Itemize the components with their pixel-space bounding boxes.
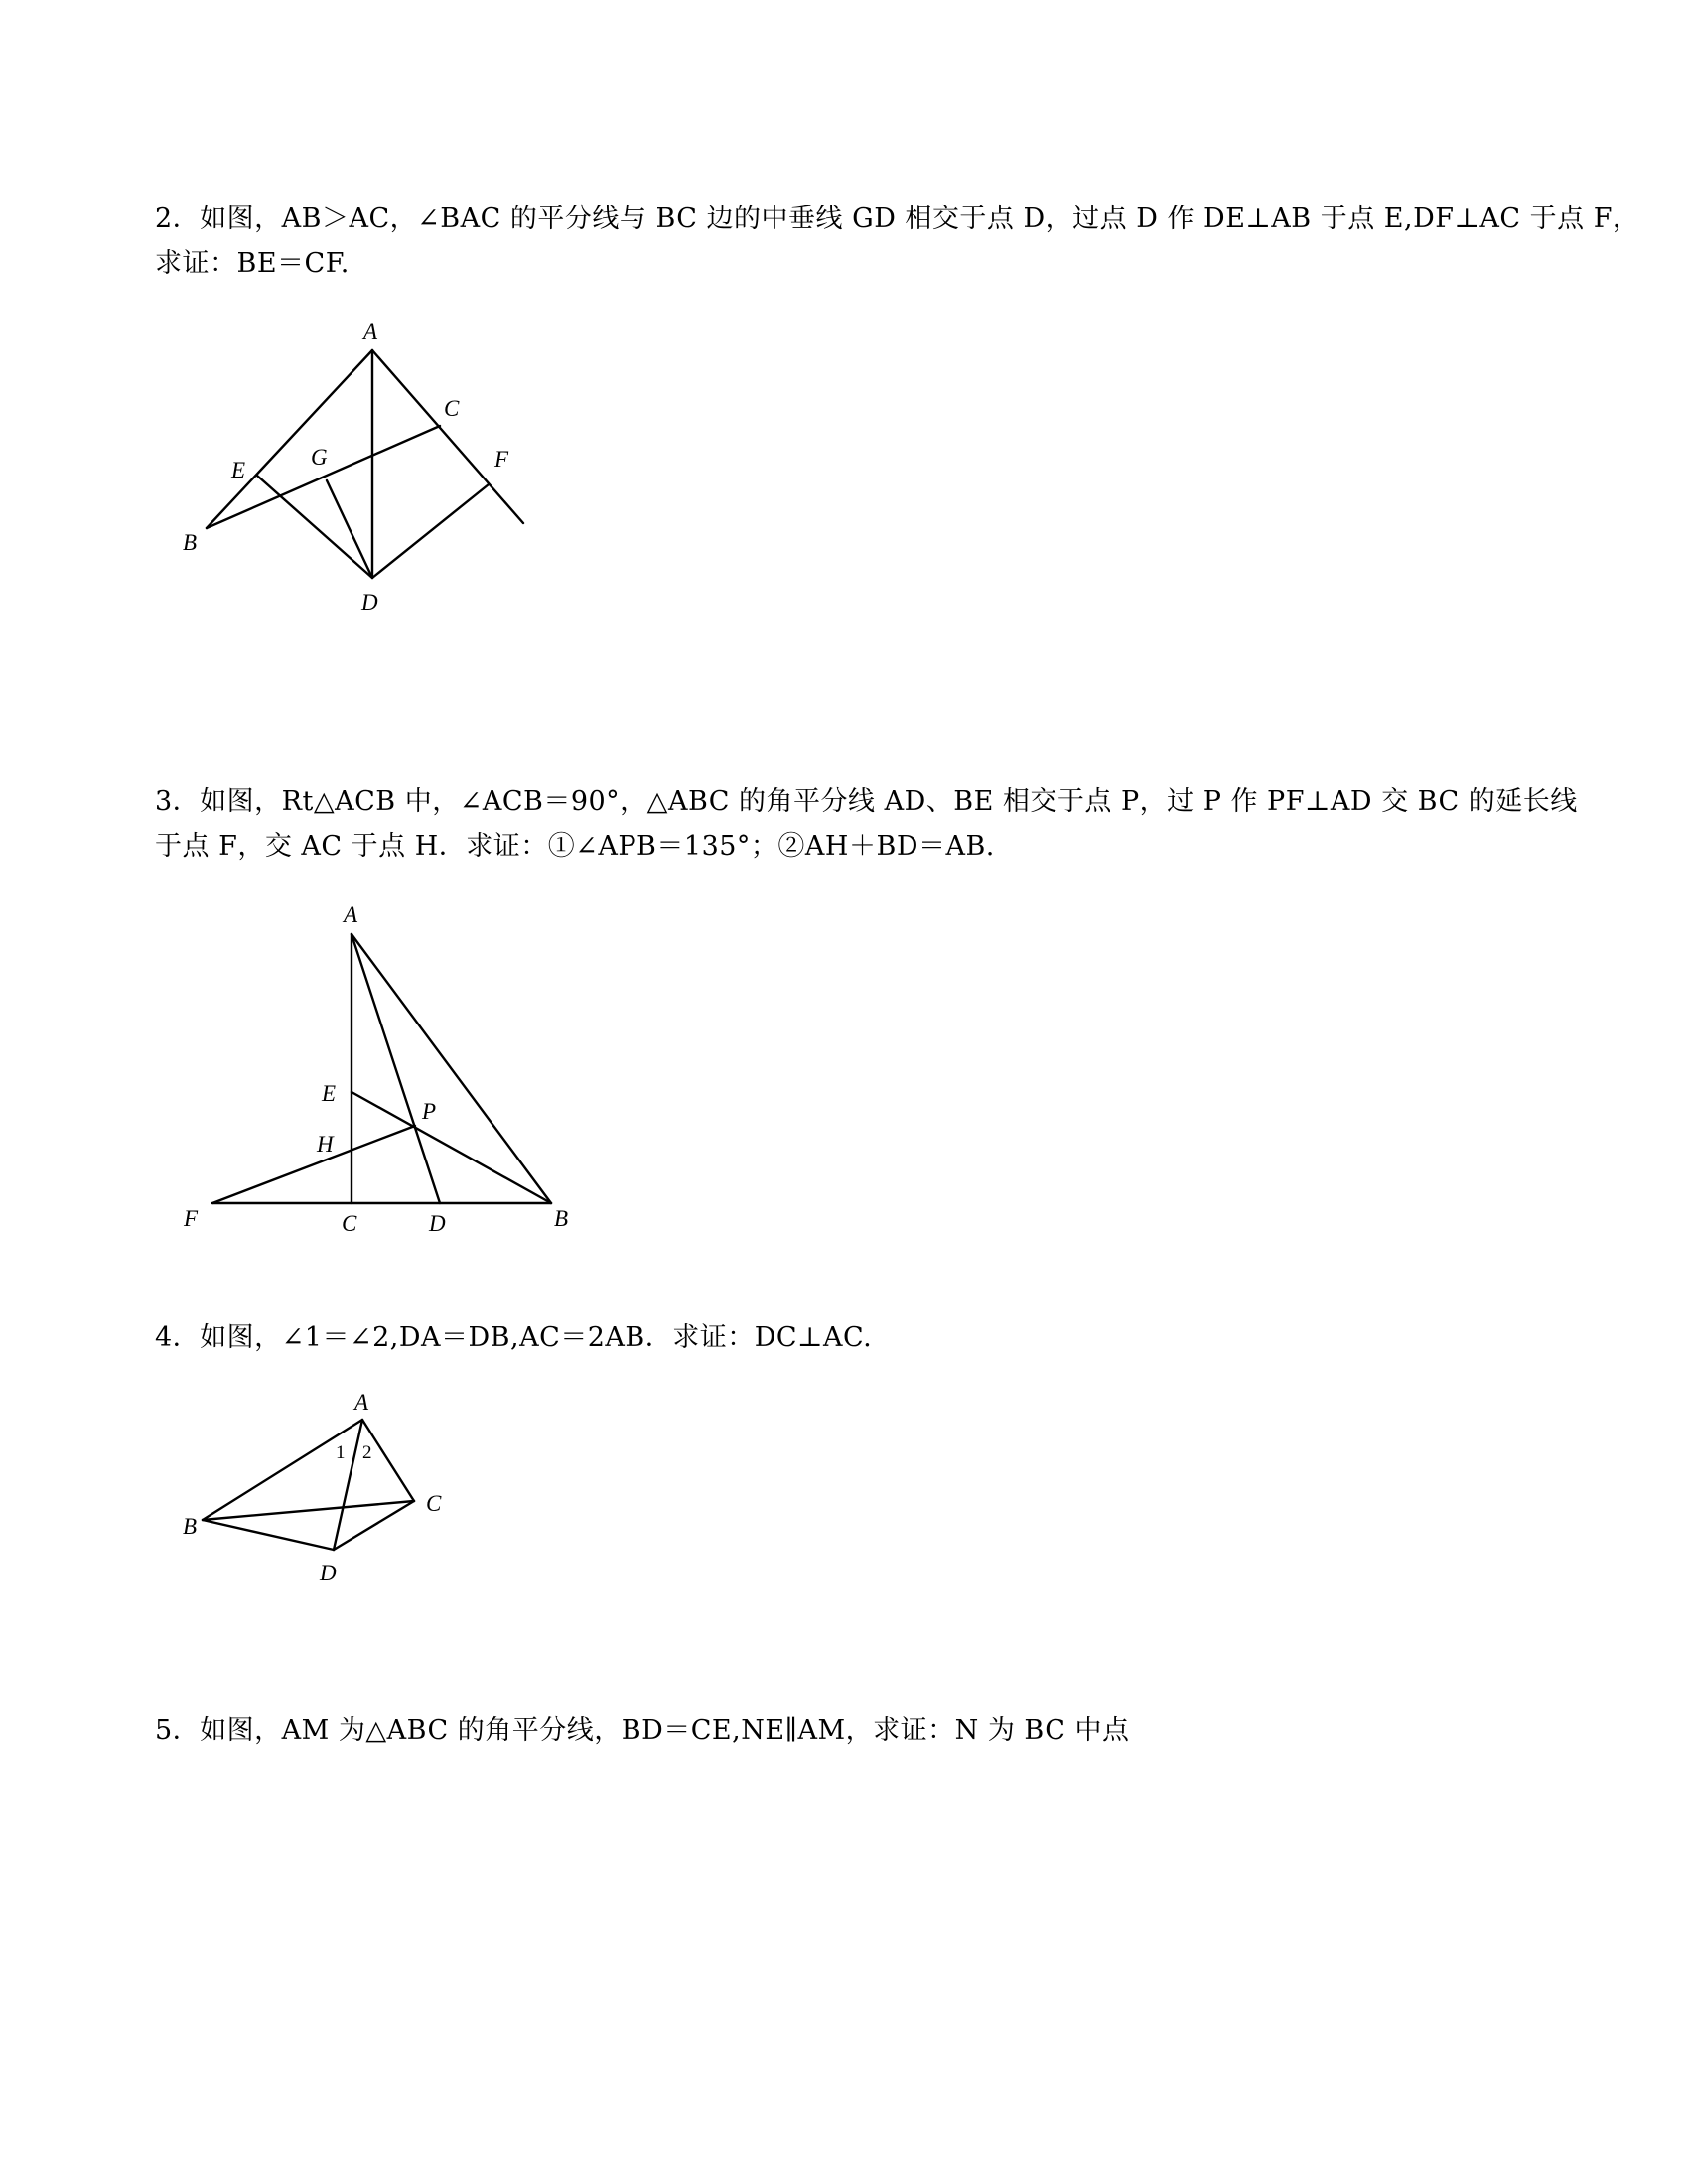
- problem-5-line-1: 5．如图，AM 为△ABC 的角平分线，BD＝CE,NE∥AM，求证：N 为 BC 中点: [155, 1715, 1130, 1746]
- label-a: A: [344, 902, 358, 927]
- label-h: H: [317, 1132, 334, 1157]
- label-c: C: [426, 1491, 442, 1516]
- problem-5-text: [155, 1708, 1545, 1753]
- segment-bd: [203, 1520, 334, 1550]
- label-f: F: [494, 447, 509, 472]
- segment-bc: [203, 1501, 414, 1520]
- label-b: B: [183, 530, 198, 555]
- problem-2-line-2: 求证：BE＝CF.: [155, 248, 350, 279]
- segment-dc: [334, 1501, 414, 1550]
- segment-ad: [334, 1420, 362, 1550]
- label-e: E: [322, 1081, 337, 1106]
- label-e: E: [231, 458, 246, 482]
- label-f: F: [184, 1206, 199, 1231]
- label-d: D: [361, 590, 378, 614]
- label-angle-2: 2: [362, 1442, 372, 1463]
- label-b: B: [554, 1206, 569, 1231]
- label-angle-1: 1: [336, 1442, 346, 1463]
- segment-ab: [203, 1420, 362, 1520]
- problem-4-figure-lines: [203, 1420, 414, 1550]
- label-d: D: [320, 1561, 337, 1585]
- label-b: B: [183, 1514, 198, 1539]
- label-p: P: [422, 1099, 437, 1124]
- label-d: D: [429, 1211, 446, 1236]
- label-c: C: [444, 396, 460, 421]
- problem-3-line-2: 于点 F，交 AC 于点 H．求证：①∠APB＝135°；②AH＋BD＝AB.: [155, 831, 995, 862]
- problem-4-line-1: 4．如图，∠1＝∠2,DA＝DB,AC＝2AB．求证：DC⊥AC.: [155, 1322, 873, 1353]
- label-a: A: [354, 1390, 369, 1415]
- label-g: G: [311, 445, 328, 470]
- problem-3-line-1: 3．如图，Rt△ACB 中，∠ACB＝90°，△ABC 的角平分线 AD、BE 相交于点 P，过 P 作 PF⊥AD 交 BC 的延长线: [155, 786, 1578, 817]
- label-c: C: [342, 1211, 357, 1236]
- problem-2-line-1: 2．如图，AB＞AC，∠BAC 的平分线与 BC 边的中垂线 GD 相交于点 D，过点 D 作 DE⊥AB 于点 E,DF⊥AC 于点 F，: [155, 204, 1640, 234]
- label-a: A: [363, 319, 378, 343]
